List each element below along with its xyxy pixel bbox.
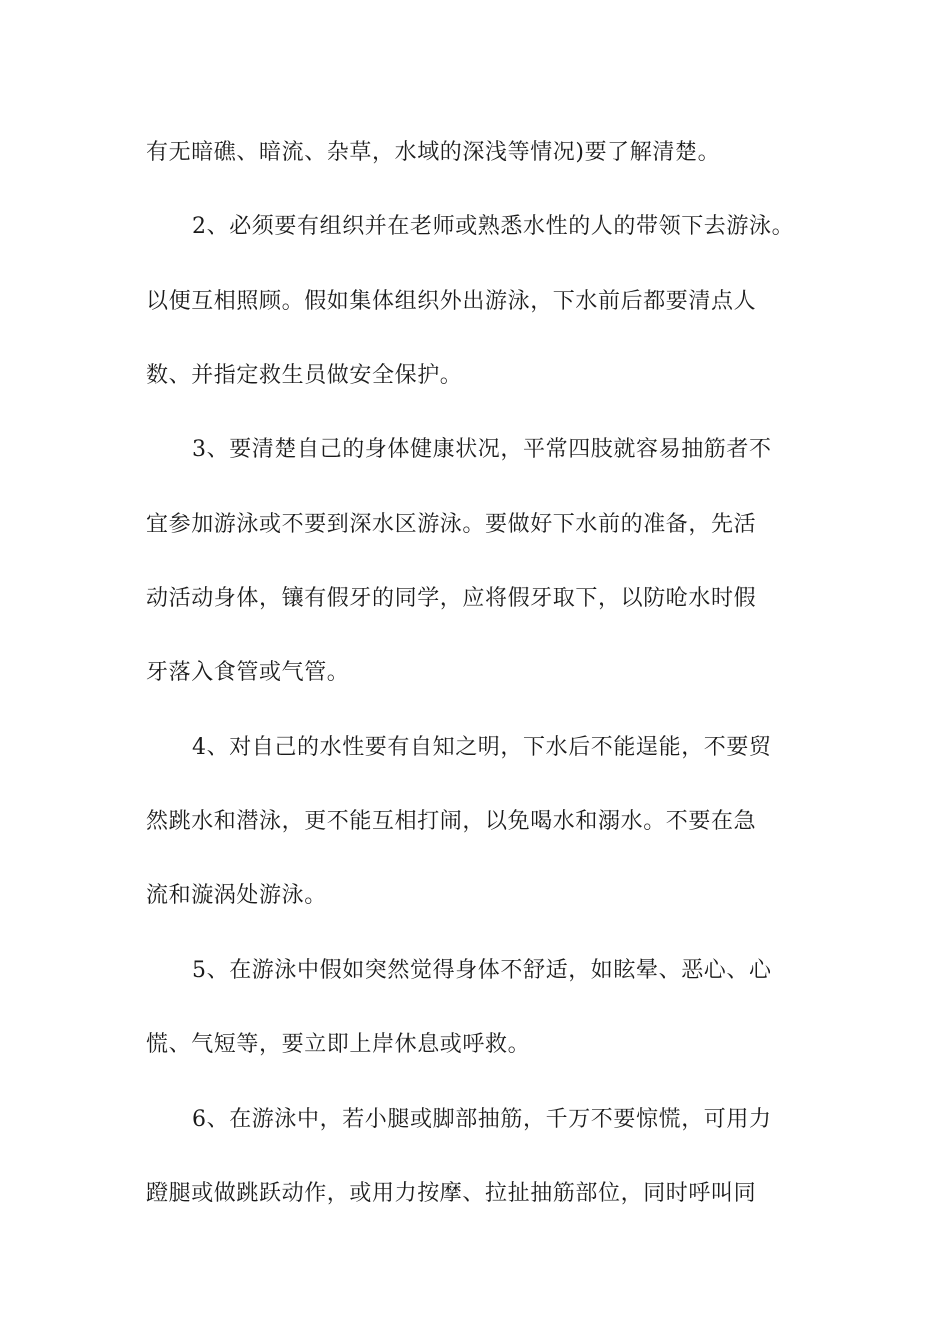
text-line: 3、要清楚自己的身体健康状况，平常四肢就容易抽筋者不 (192, 437, 772, 462)
text-line: 2、必须要有组织并在老师或熟悉水性的人的带领下去游泳。 (192, 214, 795, 239)
text-line: 有无暗礁、暗流、杂草，水域的深浅等情况)要了解清楚。 (146, 140, 721, 165)
text-line: 然跳水和潜泳，更不能互相打闹，以免喝水和溺水。不要在急 (146, 809, 757, 834)
text-line: 数、并指定救生员做安全保护。 (146, 363, 463, 388)
text-line: 6、在游泳中，若小腿或脚部抽筋，千万不要惊慌，可用力 (192, 1107, 772, 1132)
text-line: 流和漩涡处游泳。 (146, 883, 327, 908)
text-line: 动活动身体，镶有假牙的同学，应将假牙取下，以防呛水时假 (146, 586, 757, 611)
text-line: 蹬腿或做跳跃动作，或用力按摩、拉扯抽筋部位，同时呼叫同 (146, 1181, 757, 1206)
text-line: 4、对自己的水性要有自知之明，下水后不能逞能，不要贸 (192, 735, 772, 760)
text-line: 慌、气短等，要立即上岸休息或呼救。 (146, 1032, 531, 1057)
text-line: 以便互相照顾。假如集体组织外出游泳，下水前后都要清点人 (146, 289, 757, 314)
text-line: 牙落入食管或气管。 (146, 660, 350, 685)
text-line: 宜参加游泳或不要到深水区游泳。要做好下水前的准备，先活 (146, 512, 757, 537)
text-line: 5、在游泳中假如突然觉得身体不舒适，如眩晕、恶心、心 (192, 958, 772, 983)
